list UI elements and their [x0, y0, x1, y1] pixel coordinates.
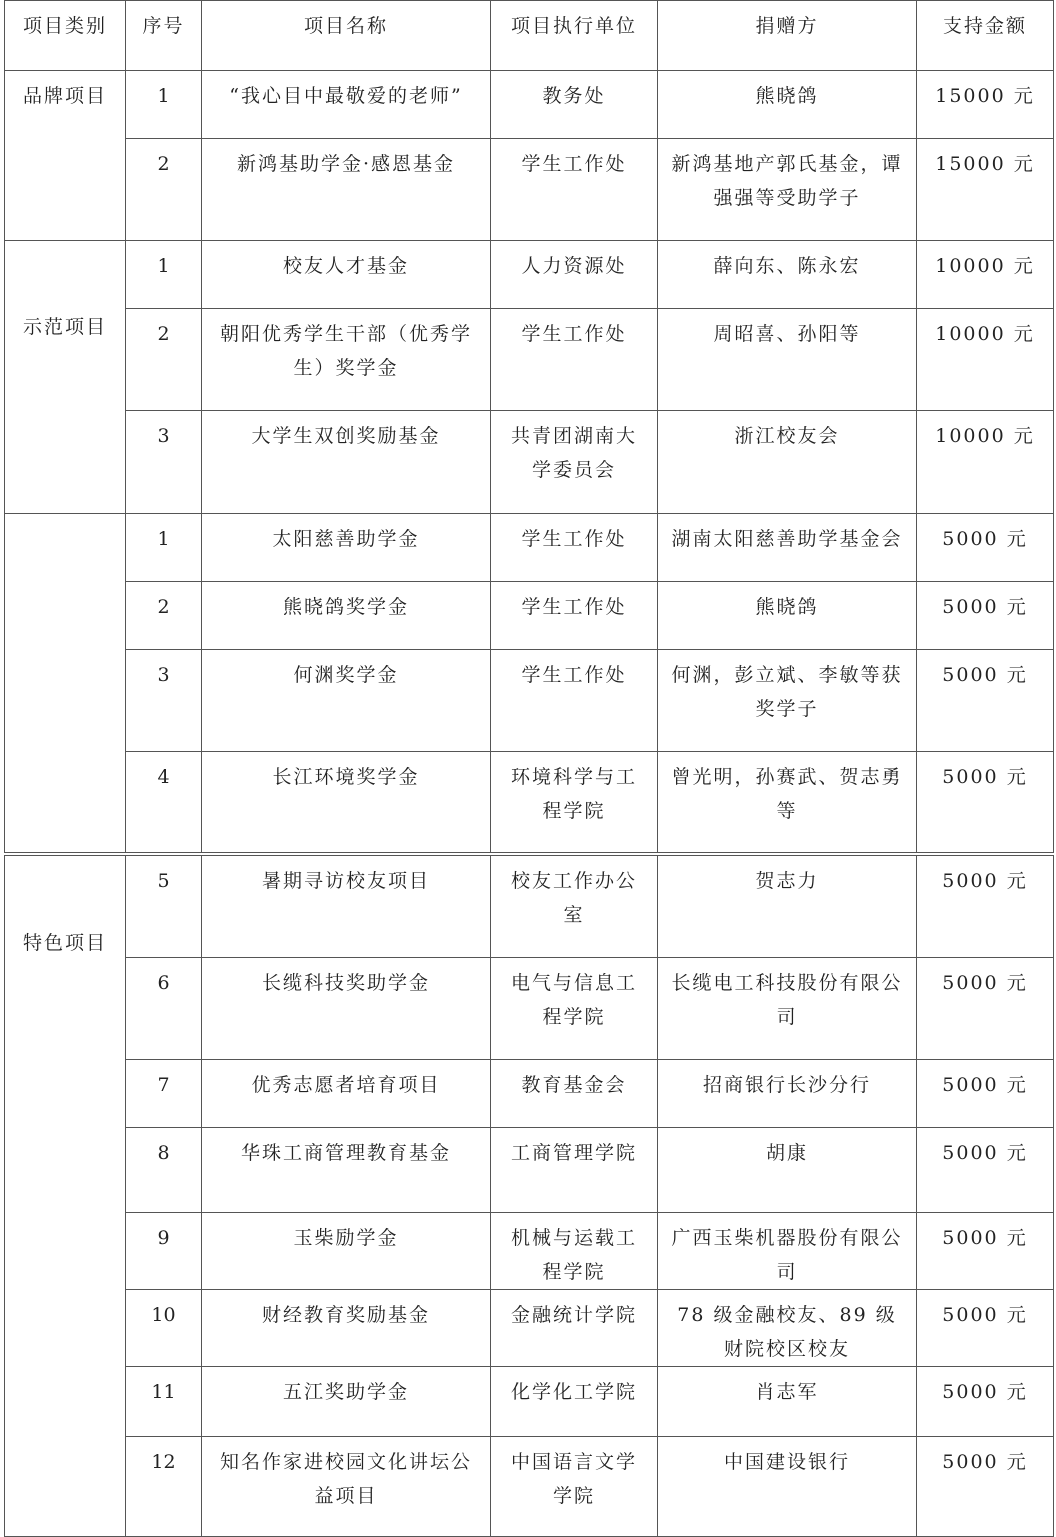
row-index: 2 — [126, 139, 202, 241]
row-donor: 浙江校友会 — [658, 411, 917, 514]
category-feature-label: 特色项目 — [22, 932, 107, 954]
row-name: 长江环境奖学金 — [202, 752, 491, 853]
row-name: 校友人才基金 — [202, 241, 491, 309]
projects-table-part-1 — [4, 0, 1054, 853]
row-unit: 化学化工学院 — [491, 1367, 658, 1437]
header-donor: 捐赠方 — [658, 1, 917, 71]
table-row — [5, 309, 1054, 411]
row-donor: 广西玉柴机器股份有限公司 — [658, 1213, 917, 1290]
row-donor: 周昭喜、孙阳等 — [658, 309, 917, 411]
row-donor: 熊晓鸽 — [658, 71, 917, 139]
table-row — [5, 1060, 1054, 1128]
row-donor: 曾光明，孙赛武、贺志勇等 — [658, 752, 917, 853]
row-name: “我心目中最敬爱的老师” — [202, 71, 491, 139]
row-amount: 5000 元 — [917, 1128, 1054, 1213]
row-index: 1 — [126, 241, 202, 309]
row-donor: 贺志力 — [658, 856, 917, 958]
row-unit: 中国语言文学学院 — [491, 1437, 658, 1537]
row-unit: 学生工作处 — [491, 650, 658, 752]
table-row — [5, 1367, 1054, 1437]
row-donor: 薛向东、陈永宏 — [658, 241, 917, 309]
row-name: 财经教育奖励基金 — [202, 1290, 491, 1367]
row-amount: 15000 元 — [917, 71, 1054, 139]
row-donor: 招商银行长沙分行 — [658, 1060, 917, 1128]
header-unit: 项目执行单位 — [491, 1, 658, 71]
row-amount: 5000 元 — [917, 958, 1054, 1060]
row-amount: 5000 元 — [917, 1060, 1054, 1128]
row-donor: 熊晓鸽 — [658, 582, 917, 650]
row-amount: 10000 元 — [917, 241, 1054, 309]
projects-table-part-2 — [4, 855, 1054, 1537]
header-category: 项目类别 — [5, 1, 126, 71]
row-unit: 机械与运载工程学院 — [491, 1213, 658, 1290]
row-unit: 人力资源处 — [491, 241, 658, 309]
row-unit: 金融统计学院 — [491, 1290, 658, 1367]
table-row — [5, 1437, 1054, 1537]
row-unit: 教育基金会 — [491, 1060, 658, 1128]
category-brand: 品牌项目 — [5, 71, 126, 241]
row-index: 3 — [126, 650, 202, 752]
row-index: 6 — [126, 958, 202, 1060]
row-name: 五江奖助学金 — [202, 1367, 491, 1437]
table-row — [5, 856, 1054, 958]
row-name: 新鸿基助学金·感恩基金 — [202, 139, 491, 241]
table-row — [5, 514, 1054, 582]
row-index: 7 — [126, 1060, 202, 1128]
row-amount: 10000 元 — [917, 309, 1054, 411]
row-amount: 5000 元 — [917, 582, 1054, 650]
row-name: 长缆科技奖助学金 — [202, 958, 491, 1060]
category-feature-continued — [5, 514, 126, 853]
row-amount: 5000 元 — [917, 1367, 1054, 1437]
row-name: 何渊奖学金 — [202, 650, 491, 752]
row-amount: 5000 元 — [917, 650, 1054, 752]
row-unit: 学生工作处 — [491, 139, 658, 241]
row-index: 11 — [126, 1367, 202, 1437]
row-name: 朝阳优秀学生干部（优秀学生）奖学金 — [202, 309, 491, 411]
row-index: 2 — [126, 582, 202, 650]
row-name: 玉柴励学金 — [202, 1213, 491, 1290]
header-index: 序号 — [126, 1, 202, 71]
table-row — [5, 752, 1054, 853]
table-row — [5, 1290, 1054, 1367]
row-unit: 学生工作处 — [491, 514, 658, 582]
row-donor: 湖南太阳慈善助学基金会 — [658, 514, 917, 582]
header-amount: 支持金额 — [917, 1, 1054, 71]
row-amount: 15000 元 — [917, 139, 1054, 241]
row-name: 知名作家进校园文化讲坛公益项目 — [202, 1437, 491, 1537]
table-row — [5, 139, 1054, 241]
row-unit: 学生工作处 — [491, 309, 658, 411]
category-feature — [5, 856, 126, 1537]
table-row — [5, 650, 1054, 752]
row-index: 1 — [126, 71, 202, 139]
row-name: 熊晓鸽奖学金 — [202, 582, 491, 650]
row-name: 大学生双创奖励基金 — [202, 411, 491, 514]
row-index: 8 — [126, 1128, 202, 1213]
row-donor: 新鸿基地产郭氏基金，谭强强等受助学子 — [658, 139, 917, 241]
table-row — [5, 241, 1054, 309]
row-donor: 肖志军 — [658, 1367, 917, 1437]
row-amount: 5000 元 — [917, 1437, 1054, 1537]
row-donor: 何渊，彭立斌、李敏等获奖学子 — [658, 650, 917, 752]
row-unit: 电气与信息工程学院 — [491, 958, 658, 1060]
row-unit: 教务处 — [491, 71, 658, 139]
row-donor: 长缆电工科技股份有限公司 — [658, 958, 917, 1060]
table-row — [5, 582, 1054, 650]
row-index: 4 — [126, 752, 202, 853]
row-index: 9 — [126, 1213, 202, 1290]
row-unit: 校友工作办公室 — [491, 856, 658, 958]
table-row — [5, 1213, 1054, 1290]
row-amount: 5000 元 — [917, 856, 1054, 958]
row-name: 华珠工商管理教育基金 — [202, 1128, 491, 1213]
row-amount: 5000 元 — [917, 514, 1054, 582]
row-index: 12 — [126, 1437, 202, 1537]
row-amount: 5000 元 — [917, 1213, 1054, 1290]
table-row — [5, 1128, 1054, 1213]
row-name: 优秀志愿者培育项目 — [202, 1060, 491, 1128]
table-row — [5, 71, 1054, 139]
header-row — [5, 1, 1054, 71]
row-amount: 5000 元 — [917, 752, 1054, 853]
row-index: 1 — [126, 514, 202, 582]
row-donor: 中国建设银行 — [658, 1437, 917, 1537]
row-unit: 工商管理学院 — [491, 1128, 658, 1213]
row-index: 10 — [126, 1290, 202, 1367]
row-unit: 环境科学与工程学院 — [491, 752, 658, 853]
row-index: 3 — [126, 411, 202, 514]
header-name: 项目名称 — [202, 1, 491, 71]
row-donor: 78 级金融校友、89 级财院校区校友 — [658, 1290, 917, 1367]
table-row — [5, 411, 1054, 514]
row-name: 太阳慈善助学金 — [202, 514, 491, 582]
row-unit: 学生工作处 — [491, 582, 658, 650]
row-donor: 胡康 — [658, 1128, 917, 1213]
row-name: 暑期寻访校友项目 — [202, 856, 491, 958]
row-index: 5 — [126, 856, 202, 958]
row-unit: 共青团湖南大学委员会 — [491, 411, 658, 514]
table-row — [5, 958, 1054, 1060]
category-demo: 示范项目 — [5, 241, 126, 514]
row-amount: 10000 元 — [917, 411, 1054, 514]
row-index: 2 — [126, 309, 202, 411]
row-amount: 5000 元 — [917, 1290, 1054, 1367]
